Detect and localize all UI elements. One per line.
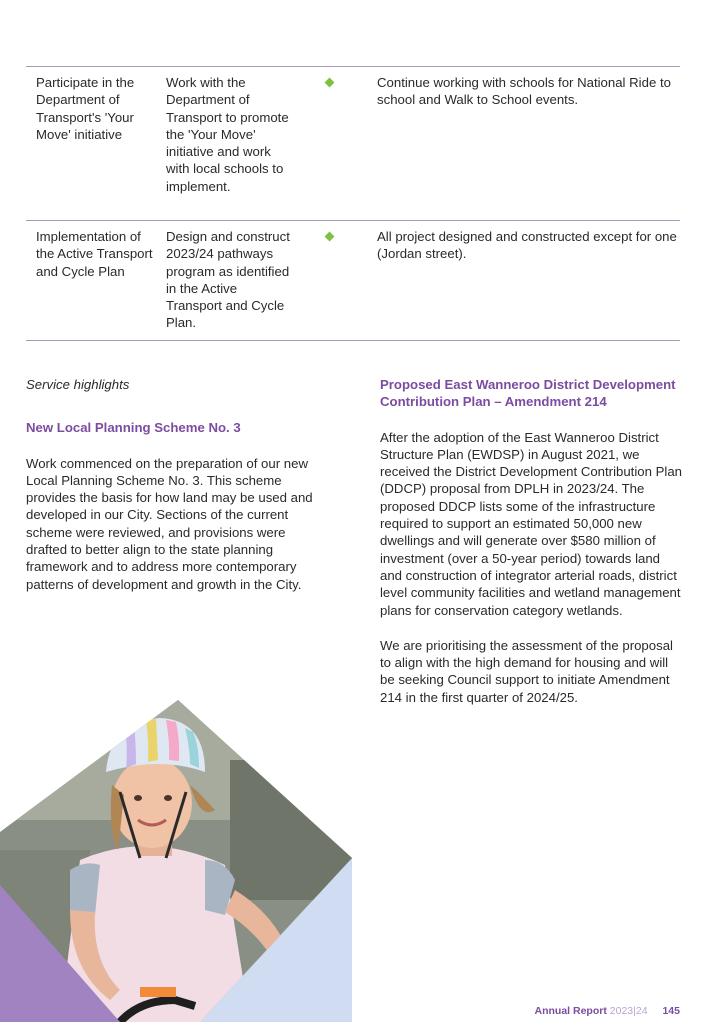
service-highlights-label: Service highlights xyxy=(26,377,130,392)
report-year: 2023|24 xyxy=(609,1005,648,1017)
comment-cell: All project designed and constructed except for one (Jordan street). xyxy=(377,229,677,262)
section-heading: New Local Planning Scheme No. 3 xyxy=(26,420,241,436)
section-heading: Proposed East Wanneroo District Development Contribution Plan – Amendment 214 xyxy=(380,377,676,410)
green-diamond-icon xyxy=(325,232,335,242)
page-footer xyxy=(535,1005,680,1017)
description-cell: Design and construct 2023/24 pathways program as identified in the Active Transport and Cycle Plan. xyxy=(166,229,290,331)
section-body: We are prioritising the assessment of the proposal to align with the high demand for housing and will be seeking Council support to initiate Amendment 214 in the first quarter of 2024/25. xyxy=(380,637,673,705)
table-row xyxy=(26,66,680,220)
status-cell xyxy=(326,74,338,86)
girl-on-bike-photo xyxy=(0,700,360,1022)
table-row xyxy=(26,220,680,341)
status-cell xyxy=(326,228,338,240)
action-cell: Implementation of the Active Transport and Cycle Plan xyxy=(36,229,153,279)
actions-table xyxy=(26,66,680,341)
section-body: After the adoption of the East Wanneroo District Structure Plan (EWDSP) in August 2021, we received the District Development Contribution Plan (DDCP) proposal from DPLH in 2023/24. The proposed DDCP lists some of the infrastructure required to support an estimated 50,000 new dwellings and will generate over $580 million of investment (over a 50-year period) towards land and construction of integrator arterial roads, district level community facilities and wetland management plans for conservation category wetlands. xyxy=(380,429,682,618)
right-column xyxy=(380,376,685,706)
description-cell: Work with the Department of Transport to promote the 'Your Move' initiative and work with local schools to implement. xyxy=(166,75,289,194)
report-title: Annual Report xyxy=(534,1005,607,1017)
section-body: Work commenced on the preparation of our new Local Planning Scheme No. 3. This scheme provides the basis for how land may be used and developed in our City. Sections of the current scheme were reviewed, and provisions were drafted to better align to the state planning framework and to address more contemporary patterns of development and growth in the City. xyxy=(26,455,313,592)
page-number: 145 xyxy=(662,1005,680,1017)
left-column xyxy=(26,376,326,593)
green-diamond-icon xyxy=(325,78,335,88)
comment-cell: Continue working with schools for National Ride to school and Walk to School events. xyxy=(377,75,671,108)
action-cell: Participate in the Department of Transport's 'Your Move' initiative xyxy=(36,75,135,142)
